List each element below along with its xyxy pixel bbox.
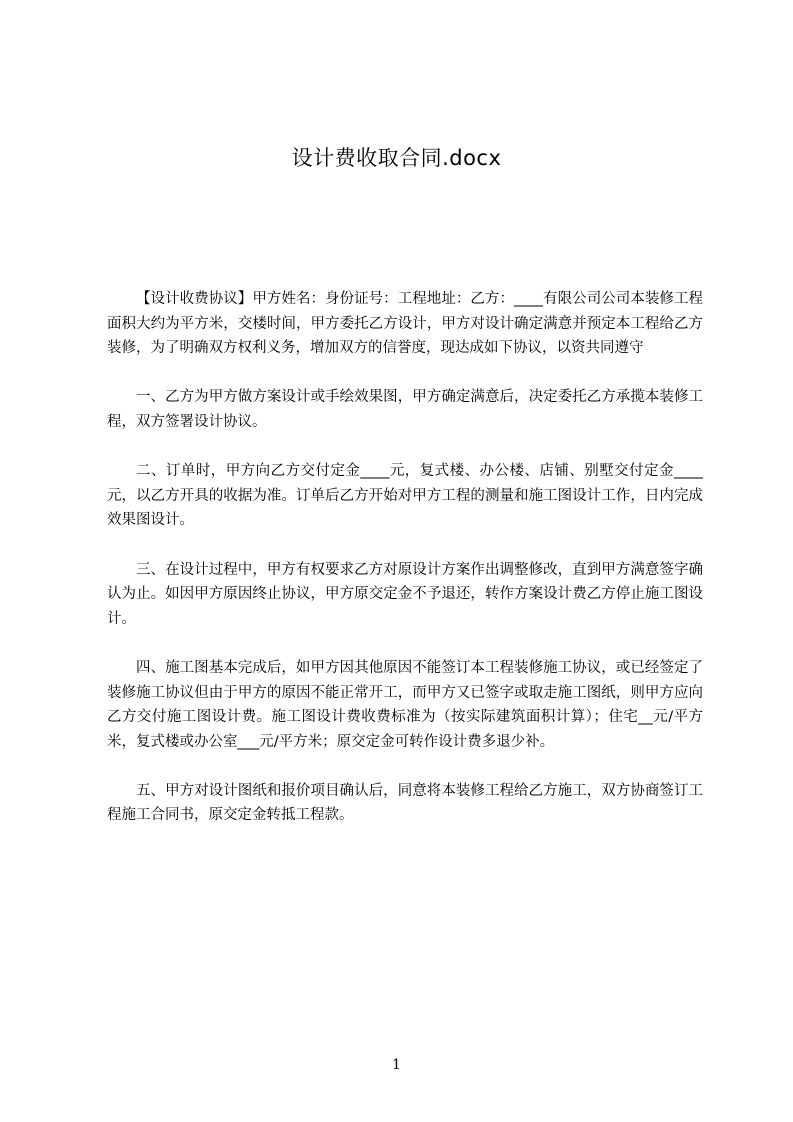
document-title: 设计费收取合同.docx: [291, 146, 502, 170]
paragraph-clause-4: 四、施工图基本完成后，如甲方因其他原因不能签订本工程装修施工协议，或已经签定了装修施工协议但由于甲方的原因不能正常开工，而甲方又已签字或取走施工图纸，则甲方应向乙方交付施工图设计费。施工图设计费收费标准为（按实际建筑面积计算）；住宅__元/平方米，复式楼或办公室___元/平方米；原交定金可转作设计费多退少补。: [107, 659, 703, 750]
paragraph-clause-5: 五、甲方对设计图纸和报价项目确认后，同意将本装修工程给乙方施工，双方协商签订工程施工合同书，原交定金转抵工程款。: [107, 782, 703, 824]
paragraph-clause-3: 三、在设计过程中，甲方有权要求乙方对原设计方案作出调整修改，直到甲方满意签字确认为止。如因甲方原因终止协议，甲方原交定金不予退还，转作方案设计费乙方停止施工图设计。: [107, 561, 703, 627]
document-body: [107, 287, 703, 853]
page-number: 1: [392, 1057, 401, 1073]
paragraph-clause-1: 一、乙方为甲方做方案设计或手绘效果图，甲方确定满意后，决定委托乙方承揽本装修工程，双方签署设计协议。: [107, 389, 703, 430]
paragraph-clause-2: 二、订单时，甲方向乙方交付定金____元，复式楼、办公楼、店铺、别墅交付定金____元，以乙方开具的收据为准。订单后乙方开始对甲方工程的测量和施工图设计工作，日内完成效果图设计。: [107, 463, 703, 529]
paragraph-intro: 【设计收费协议】甲方姓名：身份证号：工程地址：乙方：____有限公司公司本装修工程面积大约为平方米，交楼时间，甲方委托乙方设计，甲方对设计确定满意并预定本工程给乙方装修，为了明确双方权利义务，增加双方的信誉度，现达成如下协议，以资共同遵守: [107, 291, 703, 357]
